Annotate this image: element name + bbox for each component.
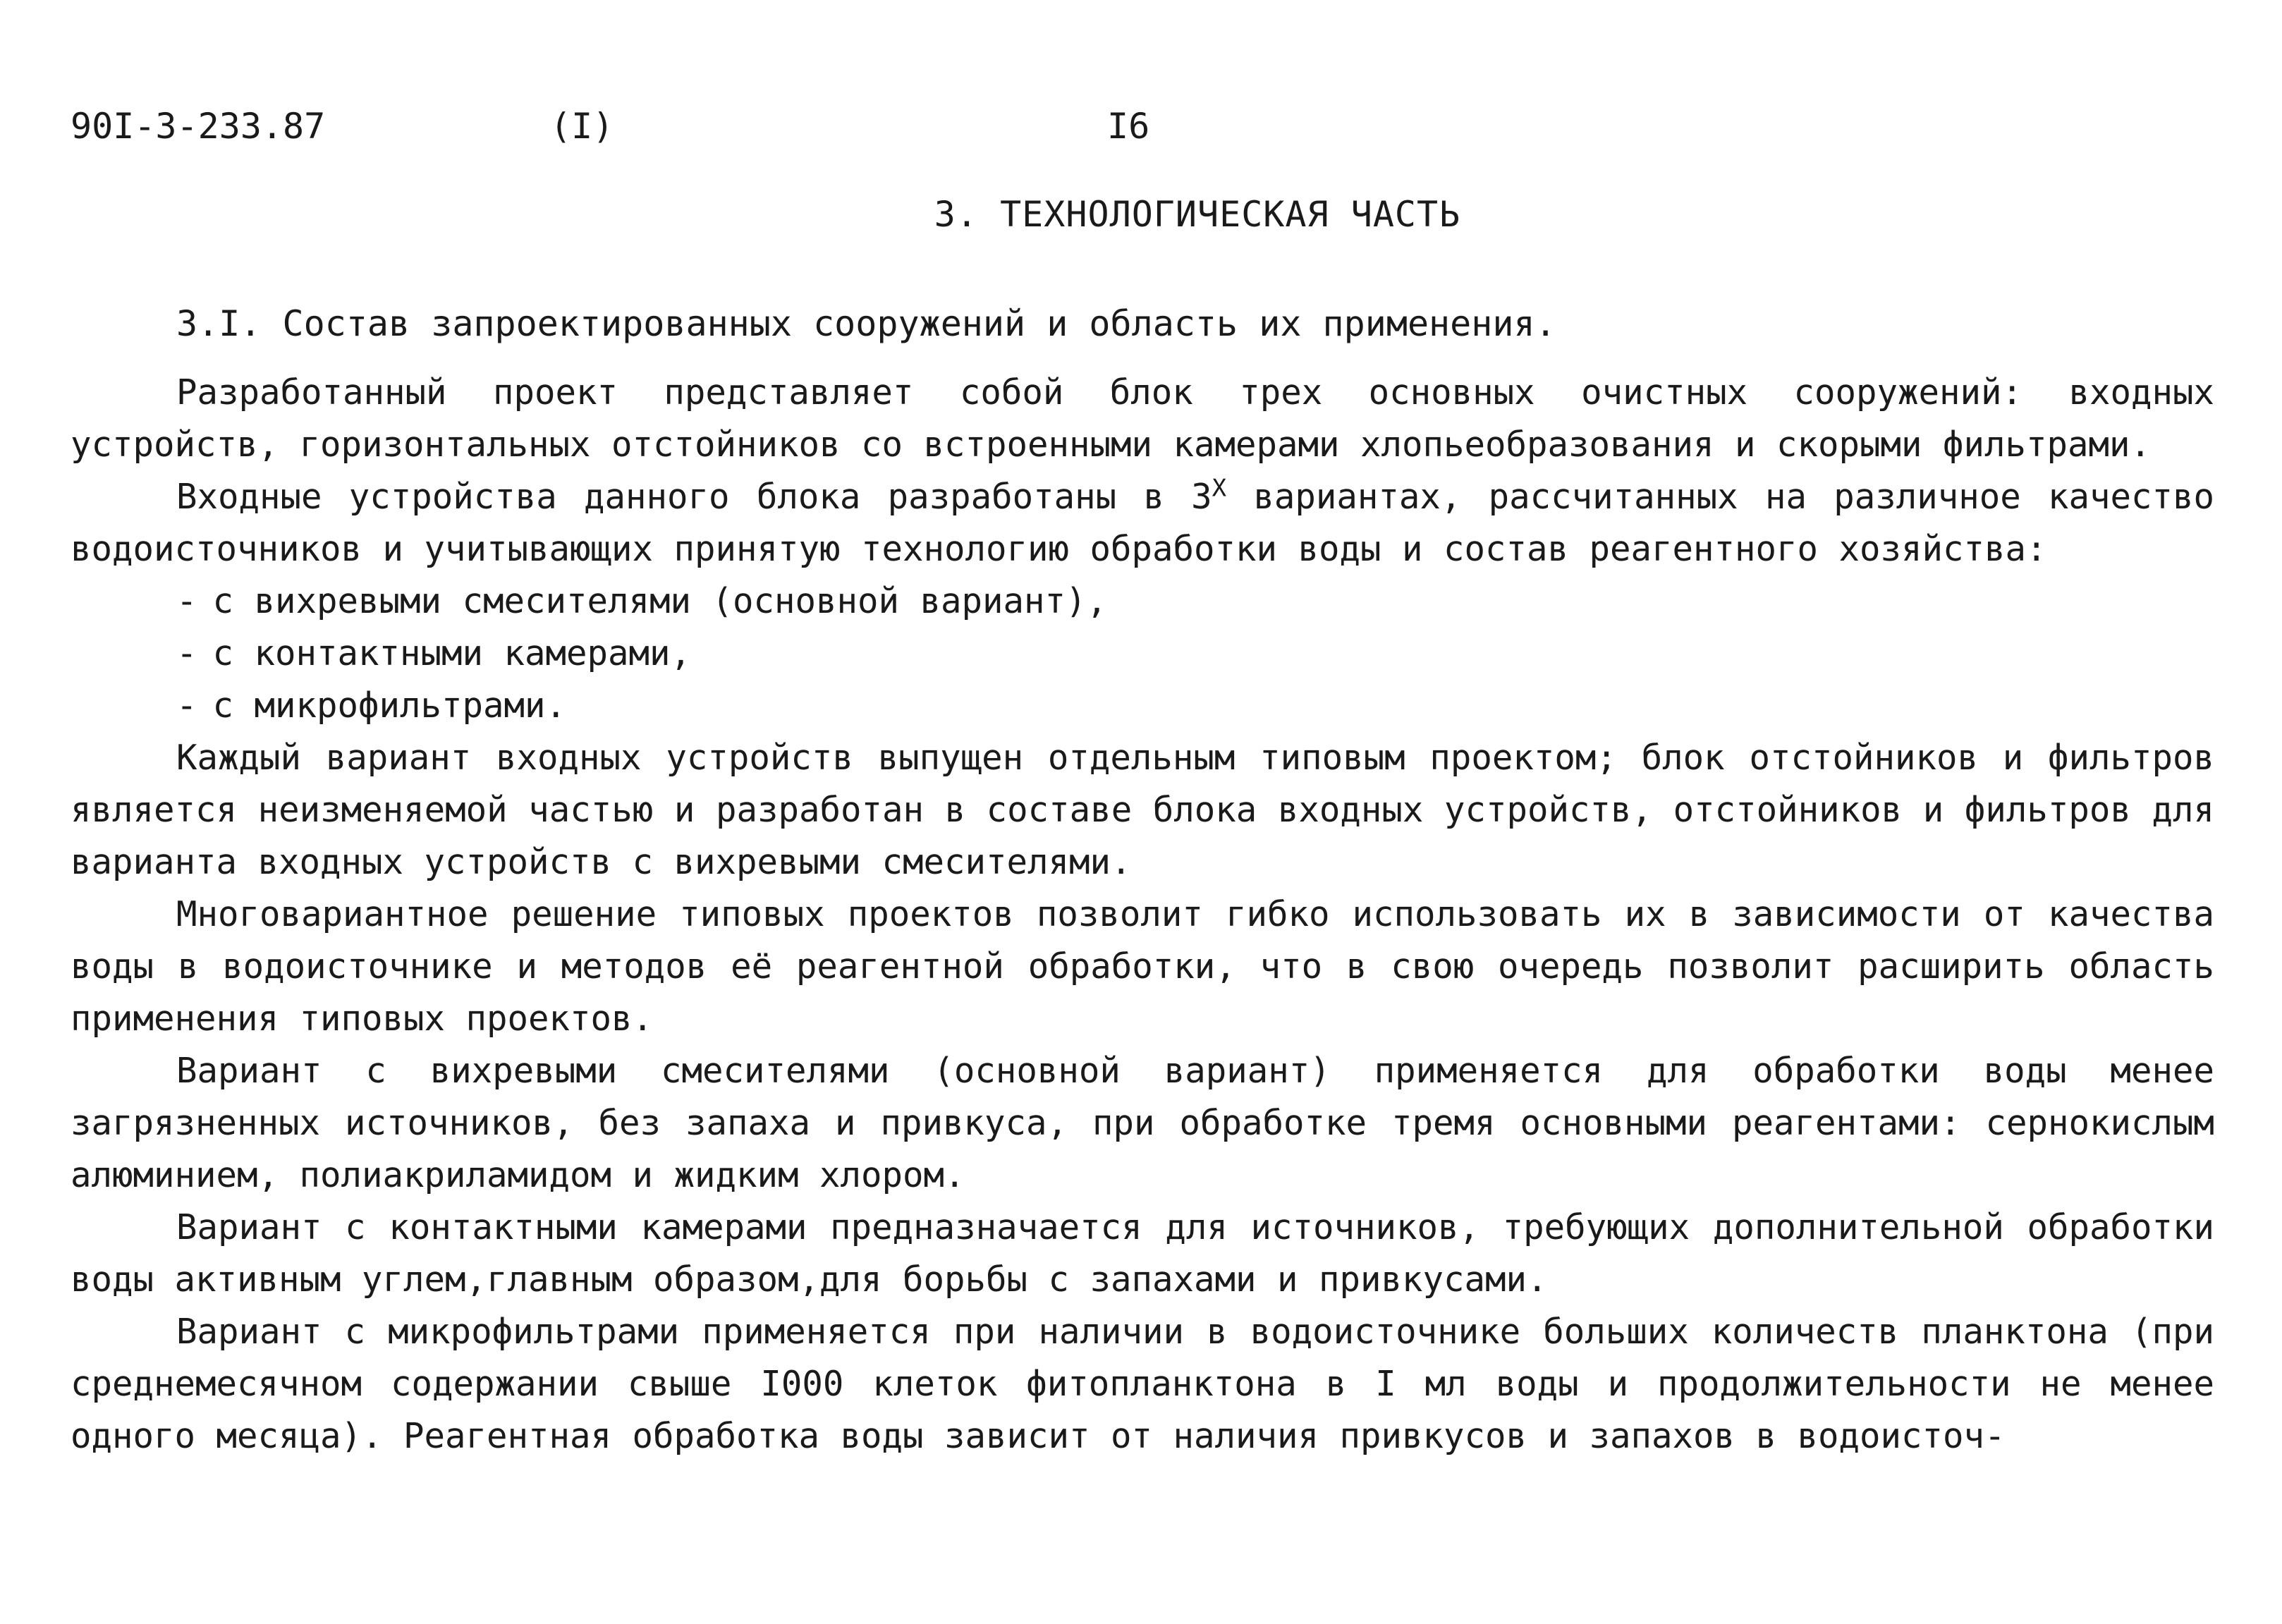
- variant-list: [71, 575, 2214, 732]
- paragraph: Каждый вариант входных устройств выпущен отдельным типовым проектом; блок отстойников и фильтров является неизменяемой частью и разработан в составе блока входных устройств, отстойников и фильтров для варианта входных устройств с вихревыми смесителями.: [71, 738, 2214, 882]
- body-text: [71, 367, 2214, 1463]
- paragraph-text: Входные устройства данного блока разработаны в 3: [176, 477, 1212, 517]
- list-item: [71, 575, 2214, 628]
- list-item-text: с контактными камерами,: [212, 633, 692, 673]
- subsection-title: 3.I. Состав запроектированных сооружений и область их применения.: [176, 303, 1556, 344]
- sheet-number: (I): [550, 106, 614, 147]
- document-code: 90I-3-233.87: [71, 106, 326, 147]
- list-item-text: с микрофильтрами.: [212, 685, 567, 726]
- paragraph: Вариант с вихревыми смесителями (основной вариант) применяется для обработки воды менее загрязненных источников, без запаха и привкуса, при обработке тремя основными реагентами: сернокислым алюминием, полиакриламидом и жидким хлором.: [71, 1051, 2214, 1195]
- list-dash: -: [176, 581, 197, 621]
- section-title: 3. ТЕХНОЛОГИЧЕСКАЯ ЧАСТЬ: [934, 194, 1461, 235]
- paragraph: Вариант с контактными камерами предназначается для источников, требующих дополнительной обработки воды активным углем,главным образом,для борьбы с запахами и привкусами.: [71, 1207, 2214, 1300]
- superscript: Х: [1212, 474, 1227, 503]
- paragraph: Вариант с микрофильтрами применяется при наличии в водоисточнике больших количеств планктона (при среднемесячном содержании свыше I000 клеток фитопланктона в I мл воды и продолжительности не менее одного месяца). Реагентная обработка воды зависит от наличия привкусов и запахов в водоисточ-: [71, 1312, 2214, 1456]
- list-dash: -: [176, 685, 197, 726]
- paragraph: Многовариантное решение типовых проектов позволит гибко использовать их в зависимости от качества воды в водоисточнике и методов её реагентной обработки, что в свою очередь позволит расширить область применения типовых проектов.: [71, 894, 2214, 1039]
- paragraph-text: вариантах, рассчитанных на различное качество водоисточников и учитывающих принятую технологию обработки воды и состав реагентного хозяйства:: [71, 477, 2214, 569]
- list-item: [71, 680, 2214, 732]
- page-header: [71, 106, 2211, 155]
- paragraph: Разработанный проект представляет собой блок трех основных очистных сооружений: входных устройств, горизонтальных отстойников со встроенными камерами хлопьеобразования и скорыми фильтрами.: [71, 372, 2214, 465]
- page-number: I6: [1107, 106, 1150, 147]
- list-item: [71, 628, 2214, 680]
- list-dash: -: [176, 633, 197, 673]
- list-item-text: с вихревыми смесителями (основной вариант),: [212, 581, 1108, 621]
- paragraph: [71, 471, 2214, 575]
